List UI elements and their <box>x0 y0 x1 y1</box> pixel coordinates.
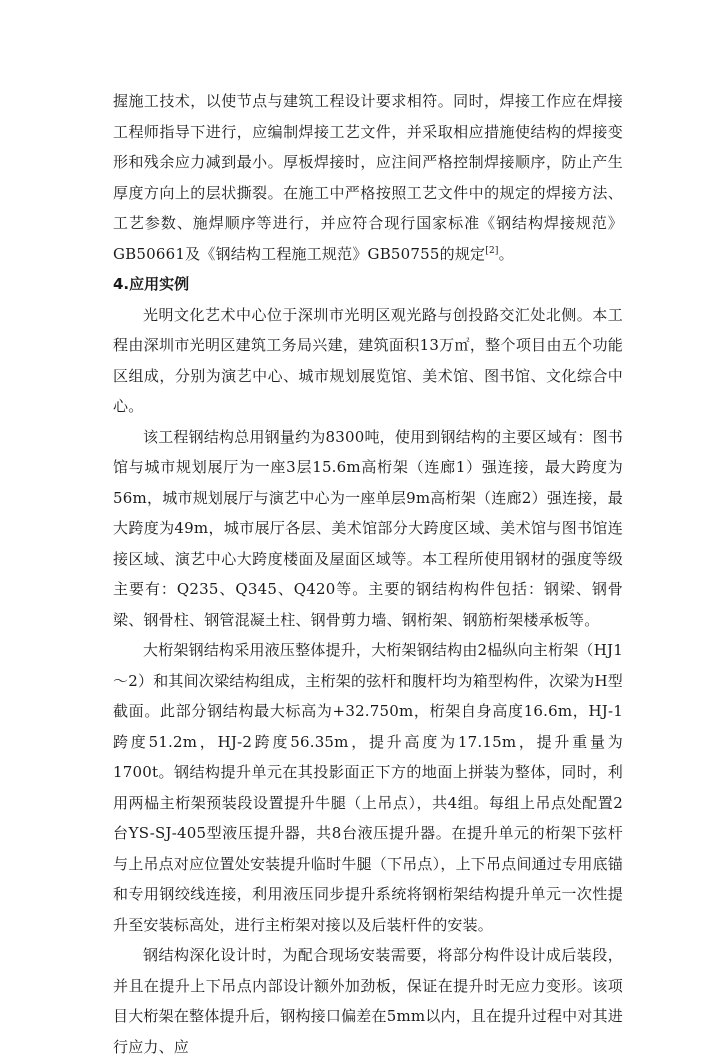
paragraph-project-overview: 光明文化艺术中心位于深圳市光明区观光路与创投路交汇处北侧。本工程由深圳市光明区建筑工务局兴建，建筑面积13万㎡，整个项目由五个功能区组成，分别为演艺中心、城市规划展览馆、美术馆、图书馆、文化综合中心。 <box>113 305 623 415</box>
paragraph-welding <box>113 86 623 269</box>
document-page <box>113 86 623 1062</box>
citation-ref: [2] <box>485 245 499 256</box>
section-heading: 4.应用实例 <box>113 275 190 293</box>
paragraph-welding-end: 。 <box>498 244 514 263</box>
paragraph-detail-design: 钢结构深化设计时，为配合现场安装需要，将部分构件设计成后装段，并且在提升上下吊点内部设计额外加劲板，保证在提升时无应力变形。该项目大桁架在整体提升后，钢构接口偏差在5mm以内，且在提升过程中对其进行应力、应 <box>113 946 623 1056</box>
paragraph-truss-lifting: 大桁架钢结构采用液压整体提升，大桁架钢结构由2榀纵向主桁架（HJ1～2）和其间次梁结构组成，主桁架的弦杆和腹杆均为箱型构件，次梁为H型截面。此部分钢结构最大标高为+32.750m，桁架自身高度16.6m，HJ-1跨度51.2m，HJ-2跨度56.35m，提升高度为17.15m，提升重量为1700t。钢结构提升单元在其投影面正下方的地面上拼装为整体，同时，利用两榀主桁架预装段设置提升牛腿（上吊点），共4组。每组上吊点处配置2台YS-SJ-405型液压提升器，共8台液压提升器。在提升单元的桁架下弦杆与上吊点对应位置处安装提升临时牛腿（下吊点），上下吊点间通过专用底锚和专用钢绞线连接，利用液压同步提升系统将钢桁架结构提升单元一次性提升至安装标高处，进行主桁架对接以及后装杆件的安装。 <box>113 641 623 934</box>
paragraph-welding-text: 握施工技术，以使节点与建筑工程设计要求相符。同时，焊接工作应在焊接工程师指导下进行，应编制焊接工艺文件，并采取相应措施使结构的焊接变形和残余应力减到最小。厚板焊接时，应注间严格控制焊接顺序，防止产生厚度方向上的层状撕裂。在施工中严格按照工艺文件中的规定的焊接方法、工艺参数、施焊顺序等进行，并应符合现行国家标准《钢结构焊接规范》GB50661及《钢结构工程施工规范》GB50755的规定 <box>113 92 623 263</box>
paragraph-steel-structure: 该工程钢结构总用钢量约为8300吨，使用到钢结构的主要区域有：图书馆与城市规划展厅为一座3层15.6m高桁架（连廊1）强连接，最大跨度为56m，城市规划展厅与演艺中心为一座单层9m高桁架（连廊2）强连接，最大跨度为49m，城市展厅各层、美术馆部分大跨度区域、美术馆与图书馆连接区域、演艺中心大跨度楼面及屋面区域等。本工程所使用钢材的强度等级主要有：Q235、Q345、Q420等。主要的钢结构构件包括：钢梁、钢骨梁、钢骨柱、钢管混凝土柱、钢骨剪力墙、钢桁架、钢筋桁架楼承板等。 <box>113 427 623 629</box>
